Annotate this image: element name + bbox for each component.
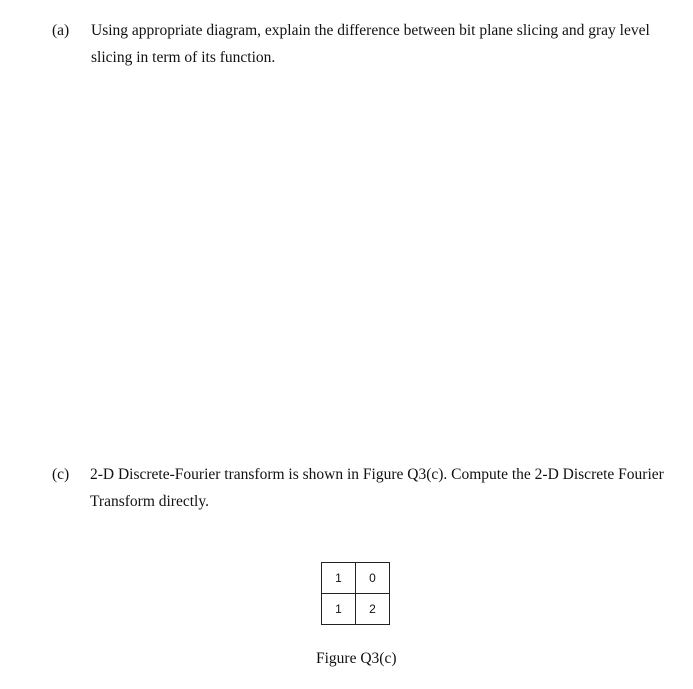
matrix-row — [322, 563, 390, 594]
question-c-text: 2-D Discrete-Fourier transform is shown in Figure Q3(c). Compute the 2-D Discrete Fourier Transform directly. — [90, 466, 664, 510]
matrix-cell: 2 — [356, 594, 390, 625]
question-a-label: (a) — [52, 22, 70, 39]
matrix-cell: 1 — [322, 594, 356, 625]
question-a-text: Using appropriate diagram, explain the difference between bit plane slicing and gray level slicing in term of its function. — [91, 22, 650, 66]
matrix-row — [322, 594, 390, 625]
matrix-cell: 1 — [322, 563, 356, 594]
question-c-label: (c) — [52, 466, 70, 483]
figure-q3c-matrix — [321, 562, 390, 625]
matrix-cell: 0 — [356, 563, 390, 594]
figure-caption: Figure Q3(c) — [316, 650, 397, 667]
